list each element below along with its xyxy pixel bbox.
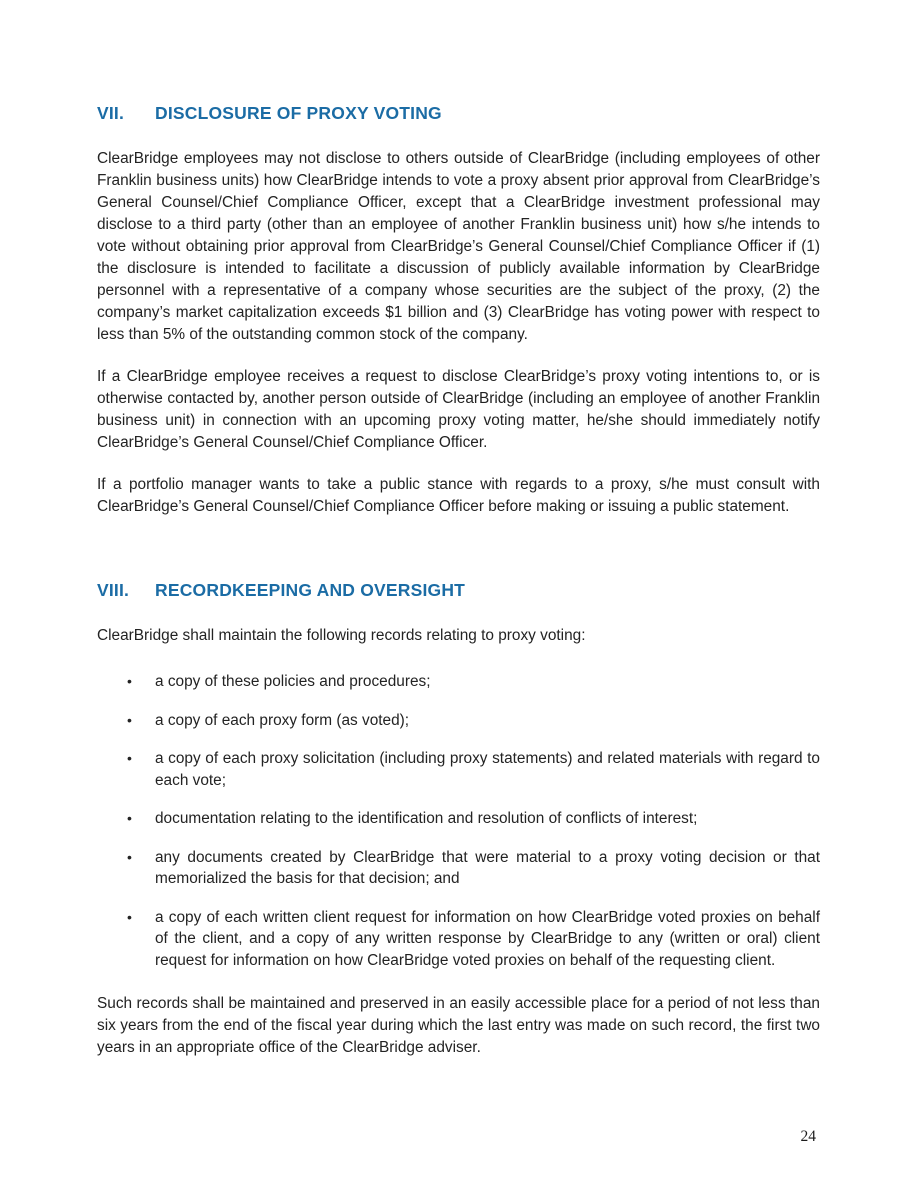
section-recordkeeping-and-oversight: [97, 580, 820, 1059]
section-viii-heading: [97, 580, 820, 601]
section-viii-title: RECORDKEEPING AND OVERSIGHT: [155, 580, 466, 600]
list-item: [127, 671, 820, 693]
section-vii-numeral: VII.: [97, 103, 125, 123]
bullet-icon: •: [127, 908, 132, 925]
paragraph: ClearBridge shall maintain the following records relating to proxy voting:: [97, 627, 586, 644]
list-item: [127, 847, 820, 890]
list-item: [127, 808, 820, 830]
list-item-text: documentation relating to the identification and resolution of conflicts of interest;: [155, 810, 698, 827]
list-item: [127, 748, 820, 791]
paragraph: If a portfolio manager wants to take a public stance with regards to a proxy, s/he must consult with ClearBridge’s General Counsel/Chief Compliance Officer before making or issuing a public statement.: [97, 476, 820, 515]
list-item: [127, 710, 820, 732]
bullet-icon: •: [127, 810, 132, 826]
paragraph: Such records shall be maintained and preserved in an easily accessible place for a period of not less than six years from the end of the fiscal year during which the last entry was made on such record, the first two years in an appropriate office of the ClearBridge adviser.: [97, 995, 820, 1056]
page-number: 24: [800, 1128, 816, 1145]
list-item-text: any documents created by ClearBridge that were material to a proxy voting decision or that memorialized the basis for that decision; and: [155, 848, 820, 887]
bullet-icon: •: [127, 848, 132, 865]
list-item-text: a copy of each written client request for information on how ClearBridge voted proxies on behalf of the client, and a copy of any written response by ClearBridge to any (written or oral) client request for information on how ClearBridge voted proxies on behalf of the requesting client.: [155, 908, 820, 969]
list-item-text: a copy of each proxy solicitation (including proxy statements) and related materials with regard to each vote;: [155, 750, 820, 789]
section-viii-numeral: VIII.: [97, 580, 130, 600]
list-item-text: a copy of each proxy form (as voted);: [155, 711, 410, 729]
paragraph: ClearBridge employees may not disclose to others outside of ClearBridge (including employees of other Franklin business units) how ClearBridge intends to vote a proxy absent prior approval from ClearBridge’s General Counsel/Chief Compliance Officer, except that a ClearBridge investment professional may disclose to a third party (other than an employee of another Franklin business unit) how s/he intends to vote without obtaining prior approval from ClearBridge’s General Counsel/Chief Compliance Officer if (1) the disclosure is intended to facilitate a discussion of publicly available information by ClearBridge personnel with a representative of a company whose securities are the subject of the proxy, (2) the company’s market capitalization exceeds $1 billion and (3) ClearBridge has voting power with respect to less than 5% of the outstanding common stock of the company.: [97, 150, 820, 343]
bullet-icon: •: [127, 711, 132, 728]
section-disclosure-of-proxy-voting: [97, 103, 820, 518]
records-list: [97, 671, 820, 971]
section-vii-heading: [97, 103, 820, 124]
bullet-icon: •: [127, 750, 132, 766]
bullet-icon: •: [127, 673, 132, 689]
list-item-text: a copy of these policies and procedures;: [155, 673, 431, 690]
section-vii-title: DISCLOSURE OF PROXY VOTING: [155, 103, 442, 123]
list-item: [127, 907, 820, 972]
paragraph: If a ClearBridge employee receives a request to disclose ClearBridge’s proxy voting intentions to, or is otherwise contacted by, another person outside of ClearBridge (including an employee of another Franklin business unit) in connection with an upcoming proxy voting matter, he/she should immediately notify ClearBridge’s General Counsel/Chief Compliance Officer.: [97, 368, 820, 451]
